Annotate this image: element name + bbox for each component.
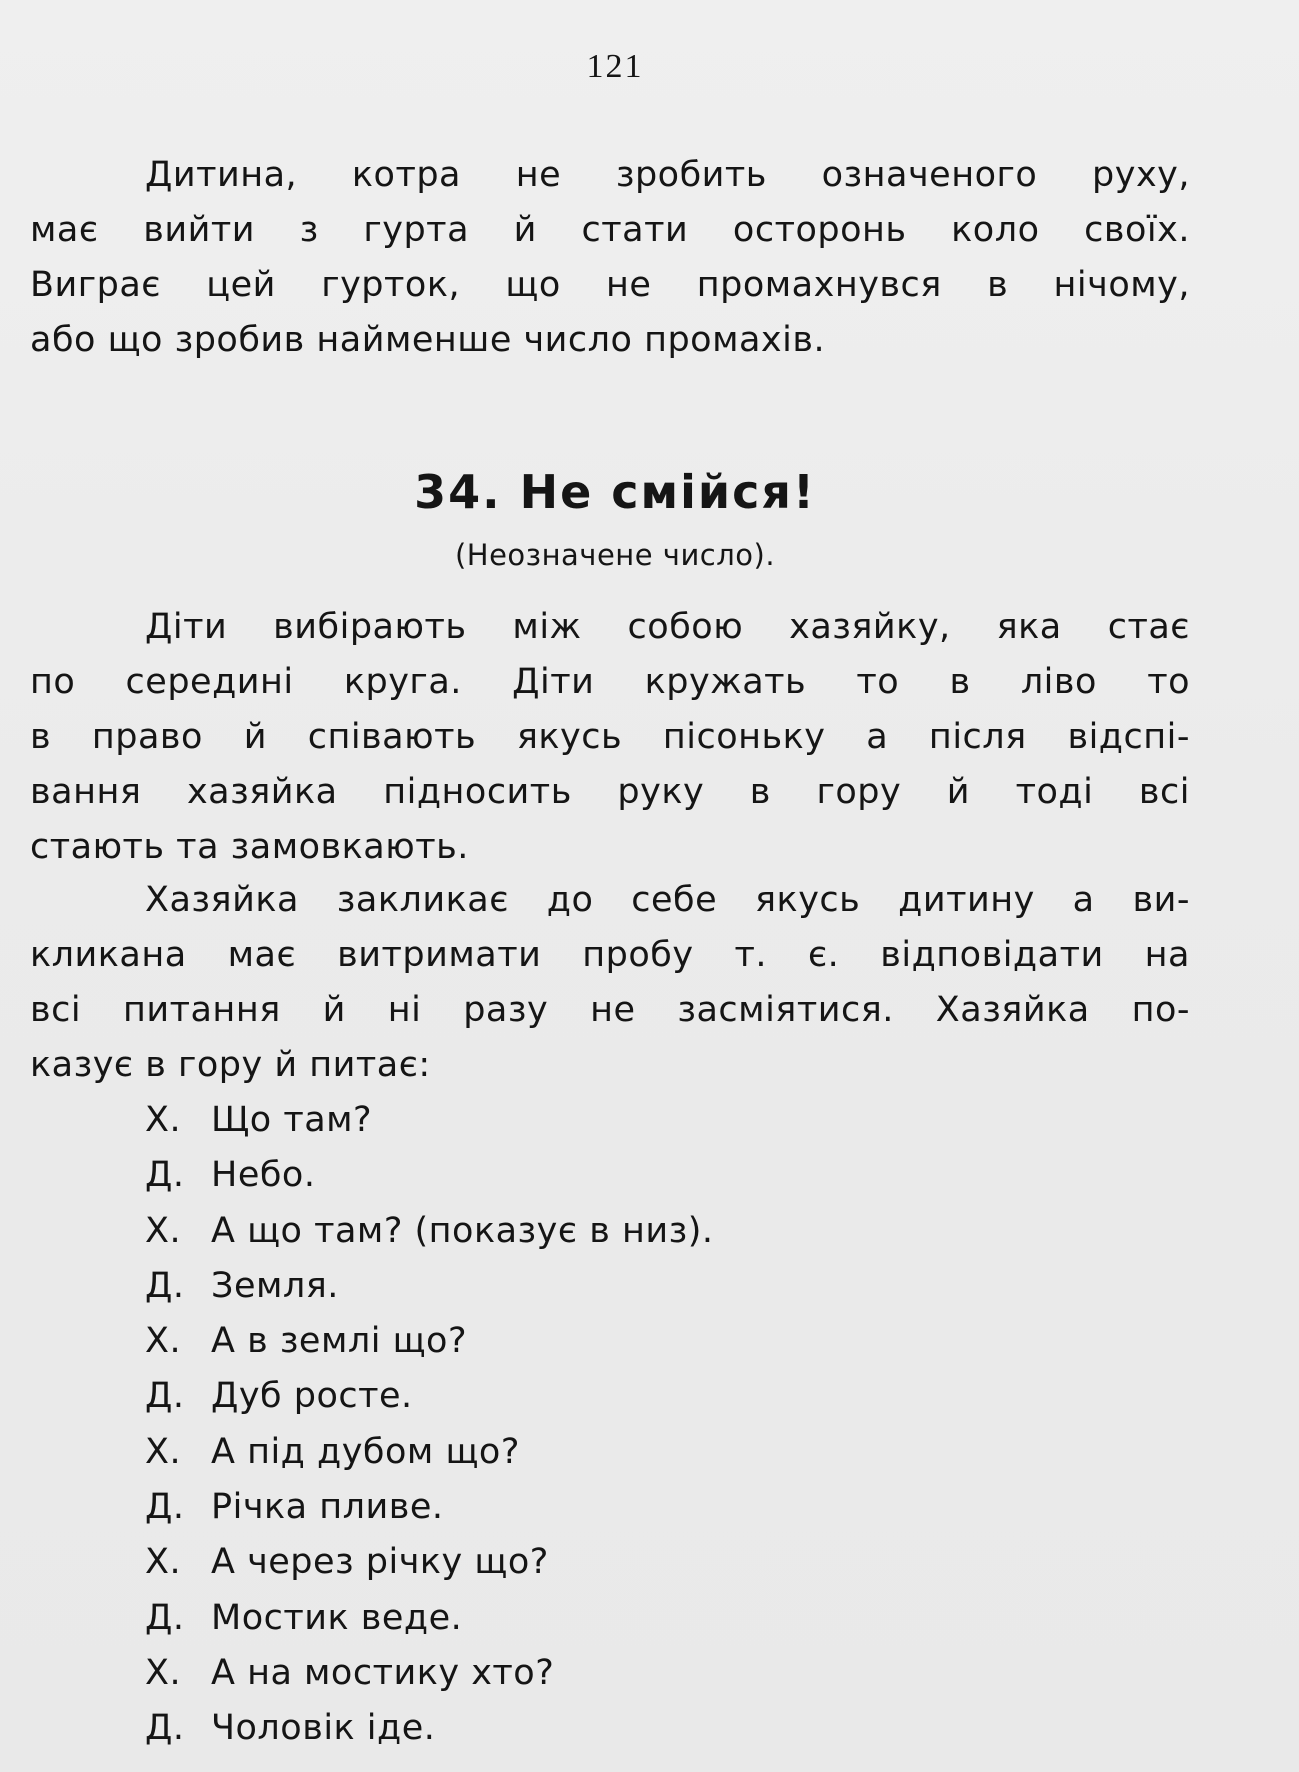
text-line: в право й співають якусь пісоньку а після відспі- <box>30 717 1190 757</box>
speaker-label: Х. <box>145 1431 182 1472</box>
text-line: має вийти з гурта й стати осторонь коло своїх. <box>30 210 1190 250</box>
text-line: стають та замовкають. <box>30 827 469 867</box>
dialogue-line <box>145 1701 1145 1756</box>
dialogue-line <box>145 1591 1145 1646</box>
dialogue-line <box>145 1480 1145 1535</box>
speaker-label: Д. <box>145 1265 185 1306</box>
speaker-label: Х. <box>145 1100 182 1140</box>
text-line: або що зробив найменше число промахів. <box>30 320 826 360</box>
dialogue-text: А через річку що? <box>211 1542 549 1583</box>
text-line: кликана має витримати пробу т. є. відповідати на <box>30 935 1190 975</box>
paragraph-game-description <box>30 600 1190 875</box>
speaker-label: Д. <box>145 1155 185 1196</box>
dialogue-text: Земля. <box>211 1265 339 1306</box>
dialogue-line <box>145 1259 1145 1314</box>
dialogue-text: А в землі що? <box>211 1321 468 1362</box>
dialogue-text: Річка пливе. <box>211 1487 444 1528</box>
dialogue-line <box>145 1314 1145 1369</box>
speaker-label: Д. <box>145 1597 185 1638</box>
dialogue-line <box>145 1369 1145 1424</box>
text-line: всі питання й ні разу не засміятися. Хазяйка по- <box>30 990 1190 1030</box>
dialogue-line <box>145 1535 1145 1590</box>
speaker-label: Х. <box>145 1321 182 1362</box>
section-subtitle: (Неозначене число). <box>454 538 776 572</box>
paragraph-game-rules <box>30 148 1190 368</box>
section-title: 34. Не смійся! <box>414 465 816 519</box>
speaker-label: Д. <box>145 1487 185 1528</box>
text-line: казує в гору й питає: <box>30 1045 431 1085</box>
text-line: вання хазяйка підносить руку в гору й тоді всі <box>30 772 1190 812</box>
speaker-label: Д. <box>145 1708 185 1749</box>
dialogue-line <box>145 1425 1145 1480</box>
page-number: 121 <box>586 48 644 85</box>
dialogue-text: Мостик веде. <box>211 1597 463 1638</box>
dialogue-text: Що там? <box>211 1100 373 1140</box>
dialogue-line <box>145 1646 1145 1701</box>
dialogue-text: Чоловік іде. <box>211 1708 436 1749</box>
dialogue-text: А що там? (показує в низ). <box>211 1210 714 1251</box>
dialogue-line <box>145 1204 1145 1259</box>
dialogue-line <box>145 1093 1145 1148</box>
speaker-label: Д. <box>145 1376 185 1417</box>
dialogue-text: Небо. <box>211 1155 316 1196</box>
text-line: по середині круга. Діти кружать то в ліво то <box>30 662 1190 702</box>
dialogue-line <box>145 1148 1145 1203</box>
paragraph-host-questions <box>30 873 1190 1093</box>
speaker-label: Х. <box>145 1542 182 1583</box>
dialogue-text: А під дубом що? <box>211 1431 520 1472</box>
text-line: Хазяйка закликає до себе якусь дитину а ви- <box>145 880 1190 920</box>
speaker-label: Х. <box>145 1652 182 1693</box>
text-line: Дитина, котра не зробить означеного руху, <box>145 155 1190 195</box>
text-line: Діти вибірають між собою хазяйку, яка стає <box>145 607 1190 647</box>
dialogue-text: Дуб росте. <box>211 1376 413 1417</box>
speaker-label: Х. <box>145 1210 182 1251</box>
dialogue-list <box>145 1093 1145 1757</box>
dialogue-text: А на мостику хто? <box>211 1652 555 1693</box>
text-line: Виграє цей гурток, що не промахнувся в нічому, <box>30 265 1190 305</box>
